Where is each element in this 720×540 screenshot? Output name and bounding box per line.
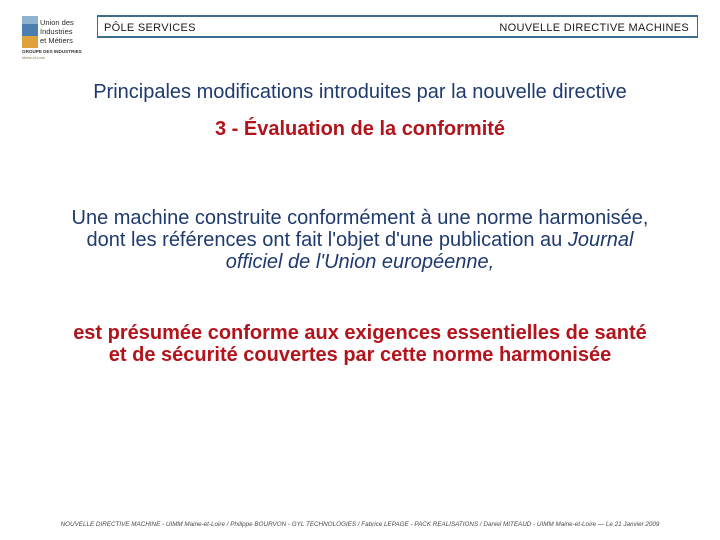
slide-subtitle: 3 - Évaluation de la conformité — [214, 118, 506, 140]
emphasis-line-2: et de sécurité couvertes par cette norme harmonisée — [108, 344, 612, 366]
slide-footer: NOUVELLE DIRECTIVE MACHINE - UIMM Maine-et-Loire / Philippe BOURVON - GYL TECHNOLOGIES / Fabrice LEPAGE - PACK REALISATIONS / Daniel MITEAUD - UIMM Maine-et-Loire — Le 21 Janvier 2009 — [60, 521, 660, 528]
logo-subtitle: GROUPE DES INDUSTRIES — [22, 49, 82, 54]
body-line-2: dont les références ont fait l'objet d'une publication au Journal — [86, 229, 634, 251]
uimm-logo — [22, 16, 84, 62]
journal-reference: Journal — [567, 229, 634, 251]
slide-title: Principales modifications introduites par la nouvelle directive — [93, 81, 627, 103]
body-line-3: officiel de l'Union européenne, — [225, 251, 495, 273]
logo-location: Maine-et-Loire — [22, 56, 46, 60]
logo-mark-icon — [22, 16, 38, 48]
header-band — [97, 15, 698, 38]
logo-wordmark: Union des Industries et Métiers — [40, 18, 74, 45]
emphasis-paragraph — [0, 322, 720, 366]
header-section-label: PÔLE SERVICES — [104, 22, 196, 34]
body-paragraph — [0, 207, 720, 273]
emphasis-line-1: est présumée conforme aux exigences essentielles de santé — [73, 322, 647, 344]
body-line-1: Une machine construite conformément à une norme harmonisée, — [71, 207, 649, 229]
header-topic-label: NOUVELLE DIRECTIVE MACHINES — [499, 22, 689, 34]
